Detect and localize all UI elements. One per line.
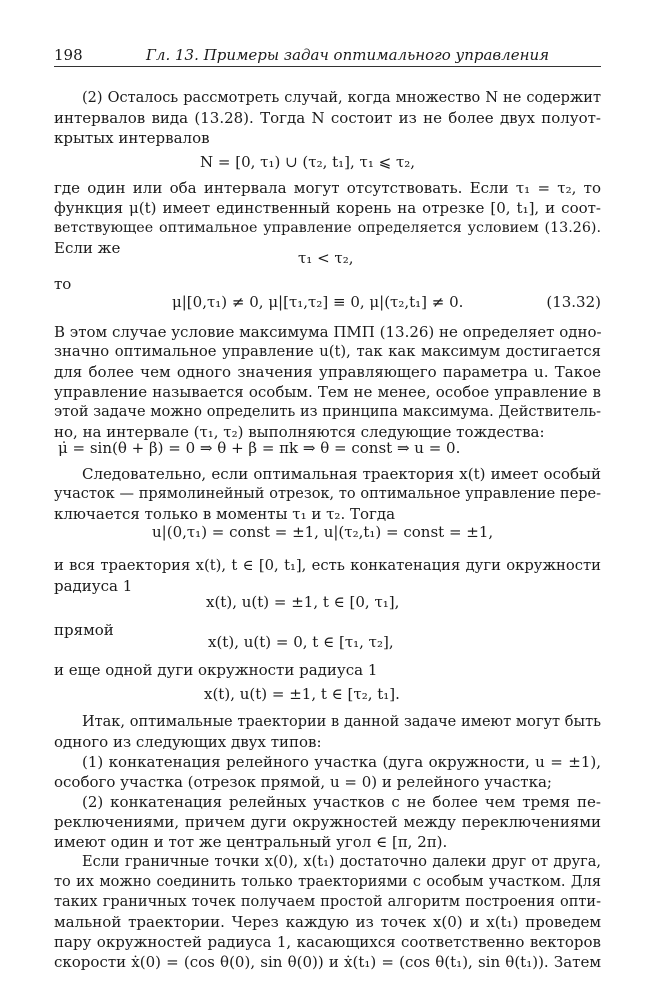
equation: μ̇ = sin(θ + β) = 0 ⇒ θ + β = πk ⇒ θ = const ⇒ u = 0. bbox=[58, 439, 461, 457]
text-line: реключениями, причем дуги окружностей между переключениями bbox=[54, 813, 601, 831]
text-line: таких граничных точек получаем простой алгоритм построения опти- bbox=[54, 894, 601, 910]
equation: τ₁ < τ₂, bbox=[298, 249, 354, 267]
equation: x(t), u(t) = ±1, t ∈ [0, τ₁], bbox=[206, 593, 400, 611]
text-line: то их можно соединить только траекториями с особым участком. Для bbox=[54, 874, 601, 890]
text-line: пару окружностей радиуса 1, касающихся соответственно векторов bbox=[54, 933, 601, 951]
text-line: участок — прямолинейный отрезок, то оптимальное управление пере- bbox=[54, 486, 601, 502]
text-line: мальной траектории. Через каждую из точек x(0) и x(t₁) проведем bbox=[54, 913, 601, 931]
text-line: Если граничные точки x(0), x(t₁) достаточно далеки друг от друга, bbox=[82, 854, 601, 870]
text-line: прямой bbox=[54, 621, 114, 639]
running-header bbox=[54, 44, 601, 67]
text-line: крытых интервалов bbox=[54, 129, 210, 147]
text-line: управление называется особым. Тем не менее, особое управление в bbox=[54, 383, 601, 401]
text-line: Итак, оптимальные траектории в данной задаче имеют могут быть bbox=[82, 714, 601, 730]
text-line: и вся траектория x(t), t ∈ [0, t₁], есть конкатенация дуги окружности bbox=[54, 557, 601, 574]
text-line: (2) конкатенация релейных участков с не более чем тремя пе- bbox=[82, 793, 601, 811]
text-line: скорости ẋ(0) = (cos θ(0), sin θ(0)) и ẋ(t₁) = (cos θ(t₁), sin θ(t₁)). Затем bbox=[54, 953, 601, 971]
text-line: одного из следующих двух типов: bbox=[54, 733, 322, 751]
text-line: но, на интервале (τ₁, τ₂) выполняются следующие тождества: bbox=[54, 423, 545, 441]
page-number: 198 bbox=[54, 46, 83, 64]
equation: x(t), u(t) = ±1, t ∈ [τ₂, t₁]. bbox=[204, 685, 400, 703]
text-line: Следовательно, если оптимальная траектория x(t) имеет особый bbox=[82, 465, 601, 483]
text-line: функция μ(t) имеет единственный корень на отрезке [0, t₁], и соот- bbox=[54, 199, 601, 217]
text-line: интервалов вида (13.28). Тогда N состоит из не более двух полуот- bbox=[54, 109, 601, 127]
text-line: имеют один и тот же центральный угол ∈ [π, 2π). bbox=[54, 833, 448, 851]
equation: N = [0, τ₁) ∪ (τ₂, t₁], τ₁ ⩽ τ₂, bbox=[200, 153, 416, 171]
text-line: и еще одной дуги окружности радиуса 1 bbox=[54, 661, 378, 679]
text-line: Если же bbox=[54, 239, 121, 257]
text-line: радиуса 1 bbox=[54, 577, 133, 595]
equation: x(t), u(t) = 0, t ∈ [τ₁, τ₂], bbox=[208, 633, 394, 651]
text-line: ветствующее оптимальное управление определяется условием (13.26). bbox=[54, 220, 601, 236]
text-line: где один или оба интервала могут отсутствовать. Если τ₁ = τ₂, то bbox=[54, 179, 601, 197]
text-line: особого участка (отрезок прямой, u = 0) и релейного участка; bbox=[54, 773, 552, 791]
running-title: Гл. 13. Примеры задач оптимального управления bbox=[146, 46, 550, 64]
equation: μ|[0,τ₁) ≠ 0, μ|[τ₁,τ₂] ≡ 0, μ|(τ₂,t₁] ≠ 0. bbox=[172, 293, 464, 311]
text-line: (1) конкатенация релейного участка (дуга окружности, u = ±1), bbox=[82, 753, 601, 771]
text-line: значно оптимальное управление u(t), так как максимум достигается bbox=[54, 343, 601, 360]
equation: u|(0,τ₁) = const = ±1, u|(τ₂,t₁) = const = ±1, bbox=[152, 523, 494, 541]
equation-number: (13.32) bbox=[546, 293, 601, 311]
text-line: (2) Осталось рассмотреть случай, когда множество N не содержит bbox=[82, 90, 601, 106]
text-line: ключается только в моменты τ₁ и τ₂. Тогда bbox=[54, 505, 396, 523]
text-line: для более чем одного значения управляющего параметра u. Такое bbox=[54, 363, 601, 381]
text-line: В этом случае условие максимума ПМП (13.26) не определяет одно- bbox=[54, 323, 602, 341]
text-line: этой задаче можно определить из принципа максимума. Действитель- bbox=[54, 404, 601, 420]
text-line: то bbox=[54, 275, 72, 293]
